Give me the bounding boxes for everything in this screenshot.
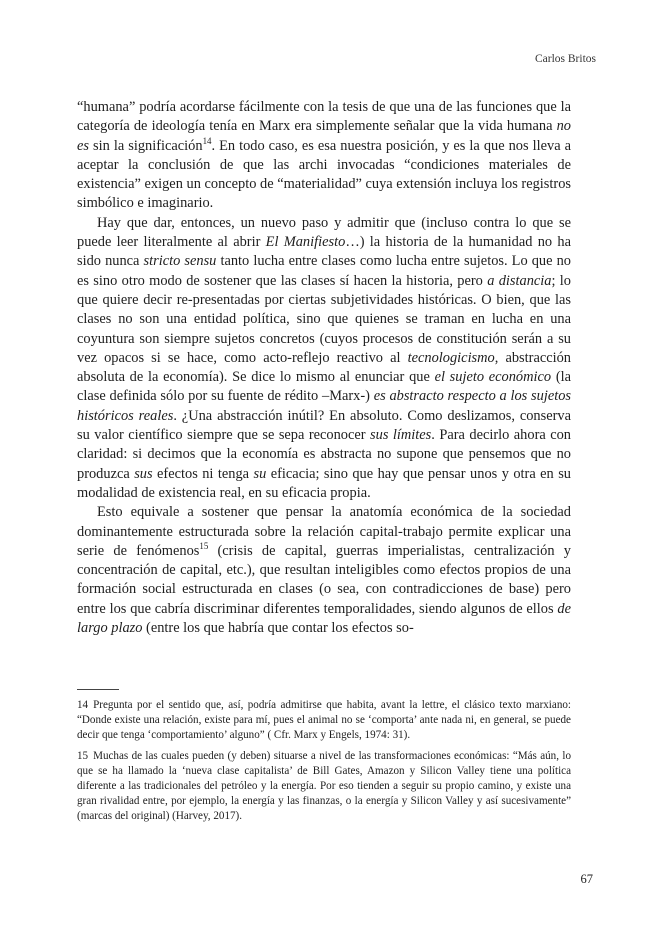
footnote-separator xyxy=(77,689,119,690)
footnotes xyxy=(77,698,571,830)
text-run: Hay que dar, entonces, un nuevo paso y admitir que (incluso contra lo que se puede leer literalmente al abrir xyxy=(77,214,571,251)
paragraph xyxy=(77,98,571,214)
text-run: “humana” podría acordarse fácilmente con la tesis de que una de las funciones que la categoría de ideología tenía en Marx era simplemente señalar que la vida humana xyxy=(77,99,571,135)
italic-text: su xyxy=(253,465,267,482)
text-run: . ¿Una abstracción inútil? En absoluto. Como deslizamos, conserva su valor científico siempre que se sepa reconocer xyxy=(77,407,571,444)
footnote-number: 15 xyxy=(77,749,89,762)
text-run: (crisis de capital, guerras imperialistas, centralización y concentración de capital, etc.), que resultan inteligibles como efectos propios de una formación social estructurada en clases (o sea, con contradicciones de base) pero entre los que cabría discriminar diferentes temporalidades, siendo algunos de ellos xyxy=(77,542,571,617)
text-run: …) la historia de la humanidad no ha sido nunca xyxy=(77,234,571,270)
running-head-author: Carlos Britos xyxy=(534,53,596,65)
footnote-ref: 14 xyxy=(202,135,212,146)
text-run: sin la significación xyxy=(89,137,203,154)
text-run: , abstracción absoluta de la economía). Se dice lo mismo al enunciar que xyxy=(77,349,571,386)
paragraph xyxy=(77,503,571,638)
paragraph xyxy=(77,214,571,503)
footnote-number: 14 xyxy=(77,699,89,711)
italic-text: sus límites xyxy=(370,427,432,444)
text-run: eficacia; sino que hay que pensar unos y otra en su modalidad de existencia real, en su eficacia propia. xyxy=(77,465,571,501)
italic-text: El Manifiesto xyxy=(265,234,346,251)
footnote xyxy=(77,698,571,744)
text-run: . Para decirlo ahora con claridad: si decimos que la economía es abstracta no supone que pensemos que no produzca xyxy=(77,427,571,482)
italic-text: sus xyxy=(134,465,153,482)
text-run: tanto lucha entre clases como lucha entre sujetos. Lo que no es sino otro modo de sostener que las clases sí hacen la historia, pero xyxy=(77,253,571,289)
footnote xyxy=(77,749,571,825)
italic-text: es abstracto respecto a los sujetos históricos reales xyxy=(77,388,571,424)
italic-text: de largo plazo xyxy=(77,600,571,637)
footnote-text: Muchas de las cuales pueden (y deben) situarse a nivel de las transformaciones económicas: “Más aún, lo que se ha llamado la ‘nueva clase capitalista’ de Bill Gates, Amazon y Silicon Valley tiene una política diferente a las tradicionales del petróleo y la energía. Por eso tienden a seguir su propio camino, y existe una gran rivalidad entre, por ejemplo, la energía y las finanzas, o la energía y Silicon Valley y así sucesivamente” (marcas del original) (Harvey, 2017). xyxy=(77,749,571,823)
page-number: 67 xyxy=(580,872,593,886)
text-run: . En todo caso, es esa nuestra posición, y es la que nos lleva a aceptar la conclusión de que las archi invocadas “condiciones materiales de existencia” exigen un concepto de “materialidad” cuya extensión incluya los registros simbólico e imaginario. xyxy=(77,137,571,212)
body-text xyxy=(77,98,571,638)
italic-text: no es xyxy=(77,118,571,154)
italic-text: a distancia xyxy=(487,272,552,289)
italic-text: tecnologicismo xyxy=(407,349,495,366)
text-run: ; lo que quiere decir re-presentadas por ciertas subjetividades históricas. O bien, que las clases no son una entidad política, sino que quienes se traman en lucha en una coyuntura son siempre sujetos concretos (cuyos procesos de constitución serán a su vez opacos si se hace, como acto-reflejo reactivo al xyxy=(77,272,571,366)
italic-text: el sujeto económico xyxy=(434,369,552,386)
text-run: (entre los que habría que contar los efectos so- xyxy=(142,620,414,637)
text-run: (la clase definida sólo por su fuente de rédito –Marx-) xyxy=(77,369,572,405)
footnote-ref: 15 xyxy=(199,541,209,552)
italic-text: stricto sensu xyxy=(143,253,217,270)
footnote-text: Pregunta por el sentido que, así, podría admitirse que habita, avant la lettre, el clásico texto marxiano: “Donde existe una relación, existe para mí, pues el animal no se ‘comporta’ ante nada ni, en general, se puede decir que tenga ‘comportamiento’ alguno” ( Cfr. Marx y Engels, 1974: 31). xyxy=(77,699,571,742)
text-run: Esto equivale a sostener que pensar la anatomía económica de la sociedad dominantemente estructurada sobre la relación capital-trabajo permite explicar una serie de fenómenos xyxy=(77,504,571,559)
text-run: efectos ni tenga xyxy=(152,465,254,482)
